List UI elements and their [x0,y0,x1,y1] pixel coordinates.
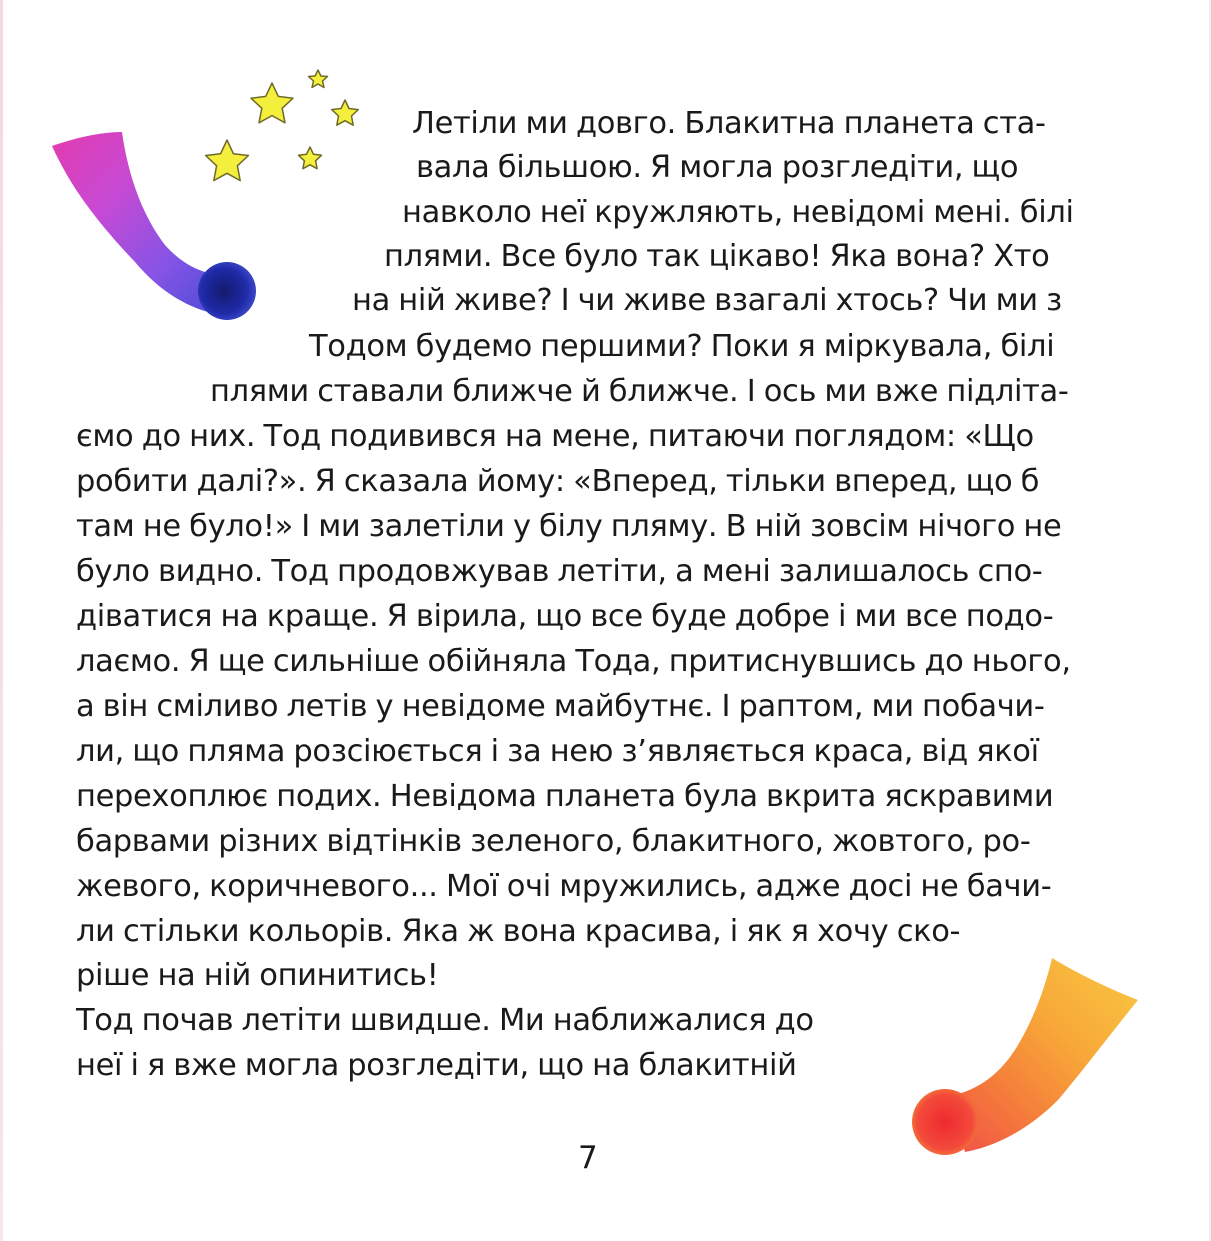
text-line: ли, що пляма розсіюється і за нею з’являється краса, від якої [76,734,1039,769]
text-line: Летіли ми довго. Блакитна планета ста- [412,106,1046,141]
text-line: робити далі?». Я сказала йому: «Вперед, тільки вперед, що б [76,464,1040,499]
text-line: барвами різних відтінків зеленого, блакитного, жовтого, ро- [76,824,1031,859]
text-line: лаємо. Я ще сильніше обійняла Тода, притиснувшись до нього, [76,644,1071,679]
text-line: жевого, коричневого... Мої очі мружились, адже досі не бачи- [76,869,1052,904]
text-line: перехоплює подих. Невідома планета була вкрита яскравими [76,779,1054,814]
orange-comet-icon [912,958,1138,1155]
page-number: 7 [578,1140,598,1176]
text-line: навколо неї кружляють, невідомі мені. білі [402,195,1074,230]
text-line: на ній живе? І чи живе взагалі хтось? Чи ми з [352,283,1062,318]
text-line: неї і я вже могла розгледіти, що на блакитній [76,1048,797,1083]
purple-comet-icon [52,132,256,320]
text-line: вала більшою. Я могла розгледіти, що [416,150,1019,185]
text-line: Тодом будемо першими? Поки я міркувала, білі [309,329,1055,364]
text-line: а він сміливо летів у невідоме майбутнє. І раптом, ми побачи- [76,689,1045,724]
text-line: ли стільки кольорів. Яка ж вона красива, і як я хочу ско- [76,914,961,949]
text-line: було видно. Тод продовжував летіти, а мені залишалось спо- [76,554,1043,589]
text-line: плями. Все було так цікаво! Яка вона? Хто [384,239,1050,274]
text-line: діватися на краще. Я вірила, що все буде добре і ми все подо- [76,599,1054,634]
text-line: ріше на ній опинитись! [76,958,439,993]
text-line: Тод почав летіти швидше. Ми наближалися до [76,1003,814,1038]
page-edge-left [0,0,3,1241]
text-line: там не було!» І ми залетіли у білу пляму. В ній зовсім нічого не [76,509,1062,544]
text-line: ємо до них. Тод подивився на мене, питаючи поглядом: «Що [76,419,1034,454]
star-icon [206,70,359,181]
text-line: плями ставали ближче й ближче. І ось ми вже підліта- [210,374,1069,409]
